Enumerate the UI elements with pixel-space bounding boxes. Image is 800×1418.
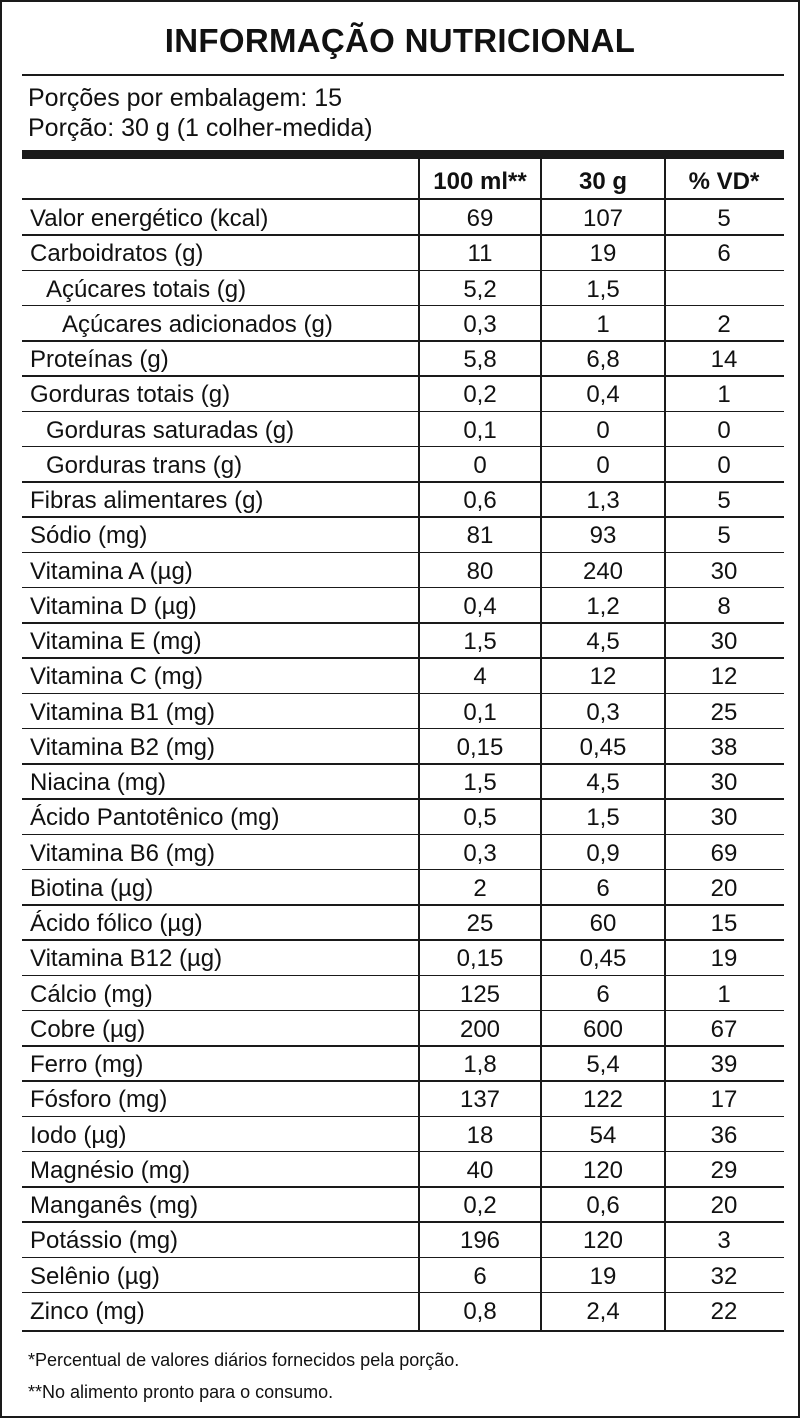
value-per-100ml: 0,3 (463, 839, 497, 867)
footer-divider (22, 1330, 784, 1332)
nutrient-name: Magnésio (mg) (30, 1156, 191, 1184)
nutrient-name: Fibras alimentares (g) (30, 487, 264, 514)
value-per-100ml: 0,15 (456, 945, 504, 973)
value-daily-percent: 36 (710, 1121, 738, 1149)
value-per-100ml: 81 (466, 522, 494, 550)
nutrient-name: Ácido fólico (µg) (30, 910, 203, 937)
table-row (2, 976, 798, 1011)
header-daily-value: % VD* (688, 168, 760, 195)
value-per-30g: 2,4 (586, 1297, 620, 1325)
value-per-100ml: 0,1 (463, 416, 497, 444)
table-row (2, 1117, 798, 1152)
value-daily-percent: 30 (710, 769, 738, 796)
value-per-30g: 120 (582, 1227, 624, 1255)
value-per-30g: 6,8 (586, 346, 620, 373)
value-per-100ml: 1,5 (463, 769, 497, 796)
value-per-30g: 1,5 (586, 275, 620, 303)
value-per-30g: 240 (582, 557, 624, 585)
value-per-30g: 4,5 (586, 769, 620, 796)
value-per-100ml: 0 (473, 451, 487, 479)
nutrient-name: Vitamina D (µg) (30, 592, 197, 620)
value-per-30g: 12 (589, 663, 617, 691)
value-per-30g: 122 (582, 1086, 624, 1114)
thick-divider (22, 150, 784, 159)
table-row (2, 200, 798, 235)
value-daily-percent: 5 (717, 205, 731, 232)
header-per-30g: 30 g (578, 168, 628, 195)
value-daily-percent: 32 (710, 1262, 738, 1290)
value-daily-percent: 30 (710, 557, 738, 585)
table-row (2, 1046, 798, 1081)
value-per-30g: 1,3 (586, 487, 620, 514)
nutrient-name: Vitamina C (mg) (30, 663, 203, 691)
table-row (2, 729, 798, 764)
value-daily-percent: 0 (717, 416, 731, 444)
nutrient-name: Selênio (µg) (30, 1262, 160, 1290)
table-row (2, 1222, 798, 1257)
table-row (2, 341, 798, 376)
table-row (2, 306, 798, 341)
table-row (2, 623, 798, 658)
footnote-daily-value: *Percentual de valores diários fornecidos pela porção. (28, 1350, 460, 1370)
nutrient-name: Ferro (mg) (30, 1051, 144, 1078)
table-row (2, 1187, 798, 1222)
value-per-30g: 0,3 (586, 698, 620, 726)
value-per-100ml: 0,2 (463, 1192, 497, 1219)
value-per-100ml: 1,8 (463, 1051, 497, 1078)
table-row (2, 870, 798, 905)
value-per-100ml: 0,3 (463, 310, 497, 338)
value-daily-percent: 25 (710, 698, 738, 726)
value-daily-percent: 20 (710, 874, 738, 902)
value-daily-percent: 30 (710, 628, 738, 655)
value-daily-percent: 6 (717, 240, 731, 268)
value-per-30g: 1,5 (586, 804, 620, 832)
value-daily-percent: 0 (717, 451, 731, 479)
value-per-100ml: 5,2 (463, 275, 497, 303)
value-per-30g: 5,4 (586, 1051, 620, 1078)
value-per-100ml: 40 (466, 1156, 494, 1184)
value-daily-percent: 30 (710, 804, 738, 832)
table-row (2, 588, 798, 623)
value-per-30g: 6 (596, 980, 610, 1008)
value-per-30g: 54 (589, 1121, 617, 1149)
table-row (2, 835, 798, 870)
table-row (2, 1081, 798, 1116)
value-daily-percent: 14 (710, 346, 738, 373)
value-per-30g: 6 (596, 874, 610, 902)
value-per-100ml: 18 (466, 1121, 494, 1149)
value-per-30g: 1 (596, 310, 610, 338)
value-per-100ml: 0,5 (463, 804, 497, 832)
table-row (2, 376, 798, 411)
value-daily-percent: 12 (710, 663, 738, 691)
value-daily-percent: 5 (717, 522, 731, 550)
table-row (2, 235, 798, 270)
table-row (2, 1293, 798, 1328)
nutrient-name: Vitamina E (mg) (30, 628, 202, 655)
value-per-30g: 93 (589, 522, 617, 550)
serving-size: Porção: 30 g (1 colher-medida) (28, 114, 373, 142)
table-row (2, 517, 798, 552)
table-row (2, 905, 798, 940)
value-per-100ml: 0,2 (463, 381, 497, 409)
nutrient-name: Niacina (mg) (30, 769, 167, 796)
table-row (2, 694, 798, 729)
value-per-100ml: 25 (466, 910, 494, 937)
value-per-100ml: 196 (459, 1227, 501, 1255)
value-per-100ml: 5,8 (463, 346, 497, 373)
footnote-ready-to-consume: **No alimento pronto para o consumo. (28, 1382, 334, 1402)
value-daily-percent: 22 (710, 1297, 738, 1325)
nutrient-name: Proteínas (g) (30, 346, 169, 373)
value-daily-percent (666, 271, 782, 306)
nutrient-name: Cálcio (mg) (30, 980, 153, 1008)
nutrient-name: Vitamina B6 (mg) (30, 839, 215, 867)
value-per-100ml: 11 (467, 240, 493, 268)
header-per-100ml: 100 ml** (433, 168, 527, 195)
value-daily-percent: 3 (717, 1227, 731, 1255)
value-per-100ml: 0,8 (463, 1297, 497, 1325)
nutrient-name: Cobre (µg) (30, 1015, 146, 1043)
table-row (2, 658, 798, 693)
value-per-100ml: 6 (473, 1262, 487, 1290)
value-per-30g: 0,45 (579, 733, 627, 761)
table-row (2, 1258, 798, 1293)
value-per-100ml: 137 (459, 1086, 501, 1114)
value-daily-percent: 19 (710, 945, 738, 973)
table-row (2, 553, 798, 588)
table-row (2, 799, 798, 834)
value-daily-percent: 39 (710, 1051, 738, 1078)
nutrient-name: Gorduras saturadas (g) (46, 416, 295, 444)
value-daily-percent: 67 (710, 1015, 738, 1043)
value-per-30g: 19 (589, 240, 617, 268)
nutrient-name: Açúcares totais (g) (46, 275, 247, 303)
nutrient-name: Manganês (mg) (30, 1192, 199, 1219)
table-row (2, 1152, 798, 1187)
value-per-100ml: 1,5 (463, 628, 497, 655)
table-row (2, 764, 798, 799)
value-daily-percent: 2 (717, 310, 731, 338)
label-title: INFORMAÇÃO NUTRICIONAL (164, 22, 636, 59)
value-daily-percent: 29 (710, 1156, 738, 1184)
value-per-100ml: 0,6 (463, 487, 497, 514)
value-per-30g: 60 (589, 910, 617, 937)
value-daily-percent: 1 (717, 980, 731, 1008)
nutrient-name: Vitamina B12 (µg) (30, 945, 223, 973)
nutrient-name: Carboidratos (g) (30, 240, 204, 268)
nutrient-name: Biotina (µg) (30, 874, 154, 902)
value-per-100ml: 0,4 (463, 592, 497, 620)
value-per-100ml: 200 (459, 1015, 501, 1043)
value-per-100ml: 0,1 (463, 698, 497, 726)
value-per-30g: 0 (596, 416, 610, 444)
nutrient-name: Vitamina B1 (mg) (30, 698, 215, 726)
value-per-30g: 0,4 (586, 381, 620, 409)
table-row (2, 482, 798, 517)
value-per-30g: 600 (582, 1015, 624, 1043)
nutrient-name: Gorduras totais (g) (30, 381, 231, 409)
nutrient-name: Fósforo (mg) (30, 1086, 168, 1114)
value-per-30g: 0,45 (579, 945, 627, 973)
value-daily-percent: 20 (710, 1192, 738, 1219)
nutrient-name: Iodo (µg) (30, 1121, 127, 1149)
value-daily-percent: 15 (710, 910, 738, 937)
table-row (2, 271, 798, 306)
nutrient-name: Ácido Pantotênico (mg) (30, 804, 280, 832)
value-per-100ml: 69 (466, 205, 494, 232)
value-per-100ml: 80 (466, 557, 494, 585)
nutrient-name: Valor energético (kcal) (30, 205, 269, 232)
table-row (2, 940, 798, 975)
table-row (2, 1011, 798, 1046)
value-per-100ml: 0,15 (456, 733, 504, 761)
value-per-30g: 4,5 (586, 628, 620, 655)
nutrient-name: Vitamina A (µg) (30, 557, 193, 585)
nutrient-name: Potássio (mg) (30, 1227, 179, 1255)
nutrient-name: Sódio (mg) (30, 522, 148, 550)
value-daily-percent: 1 (717, 381, 731, 409)
value-per-30g: 120 (582, 1156, 624, 1184)
value-per-30g: 19 (589, 1262, 617, 1290)
table-row (2, 412, 798, 447)
value-per-30g: 107 (582, 205, 624, 232)
value-daily-percent: 69 (710, 839, 738, 867)
value-daily-percent: 8 (717, 592, 731, 620)
value-daily-percent: 5 (717, 487, 731, 514)
value-per-30g: 1,2 (586, 592, 620, 620)
value-daily-percent: 38 (710, 733, 738, 761)
value-per-100ml: 125 (459, 980, 501, 1008)
value-per-30g: 0 (596, 451, 610, 479)
nutrient-name: Zinco (mg) (30, 1297, 145, 1325)
nutrient-name: Vitamina B2 (mg) (30, 733, 215, 761)
value-per-30g: 0,9 (586, 839, 620, 867)
value-daily-percent: 17 (710, 1086, 738, 1114)
value-per-100ml: 2 (473, 874, 487, 902)
servings-per-package: Porções por embalagem: 15 (28, 84, 343, 112)
nutrient-name: Açúcares adicionados (g) (62, 310, 333, 338)
title-divider (22, 74, 784, 76)
nutrient-name: Gorduras trans (g) (46, 451, 243, 479)
value-per-100ml: 4 (473, 663, 487, 691)
table-row (2, 447, 798, 482)
value-per-30g: 0,6 (586, 1192, 620, 1219)
